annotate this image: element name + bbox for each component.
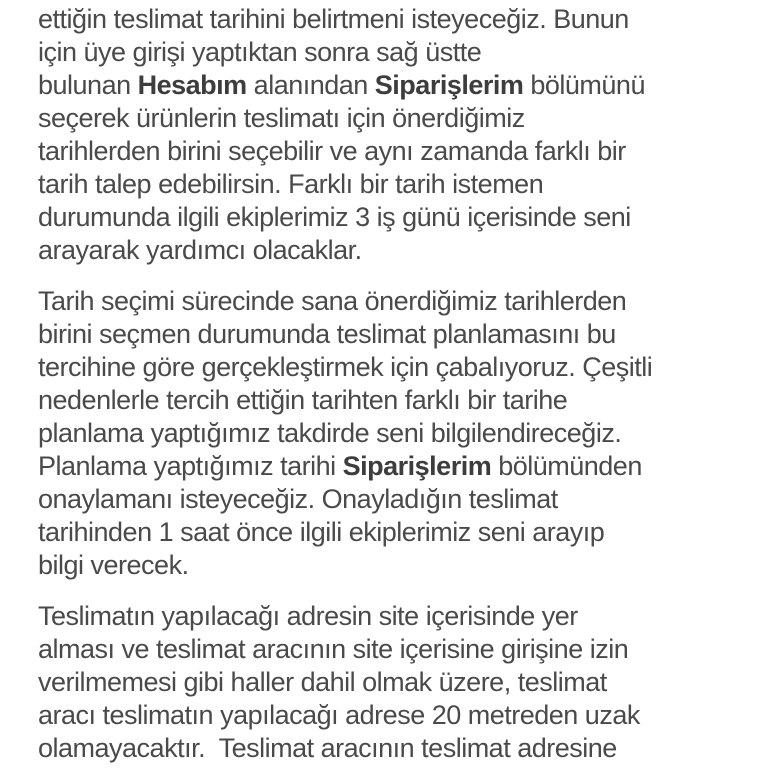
text-segment: tarihinden 1 saat önce ilgili ekiplerimiz seni arayıp bbox=[38, 517, 605, 547]
text-line bbox=[38, 351, 750, 384]
text-line bbox=[38, 69, 750, 102]
text-line bbox=[38, 384, 750, 417]
text-segment: birini seçmen durumunda teslimat planlamasını bu bbox=[38, 319, 616, 349]
text-line bbox=[38, 666, 750, 699]
text-segment: bölümünü bbox=[523, 70, 645, 100]
text-segment: onaylamanı isteyeceğiz. Onayladığın teslimat bbox=[38, 484, 558, 514]
text-line bbox=[38, 699, 750, 732]
text-segment: ettiğin teslimat tarihini belirtmeni isteyeceğiz. Bunun bbox=[38, 4, 629, 34]
text-segment: arayarak yardımcı olacaklar. bbox=[38, 235, 362, 265]
text-line bbox=[38, 36, 750, 69]
article-text bbox=[38, 3, 750, 765]
text-segment: verilmemesi gibi haller dahil olmak üzere, teslimat bbox=[38, 667, 607, 697]
text-segment: aracı teslimatın yapılacağı adrese 20 metreden uzak bbox=[38, 700, 640, 730]
text-segment: durumunda ilgili ekiplerimiz 3 iş günü içerisinde seni bbox=[38, 202, 631, 232]
text-segment: Tarih seçimi sürecinde sana önerdiğimiz tarihlerden bbox=[38, 286, 627, 316]
text-segment: Teslimatın yapılacağı adresin site içerisinde yer bbox=[38, 601, 578, 631]
text-line bbox=[38, 168, 750, 201]
text-segment: tarih talep edebilirsin. Farklı bir tarih istemen bbox=[38, 169, 544, 199]
text-segment: tercihine göre gerçekleştirmek için çabalıyoruz. Çeşitli bbox=[38, 352, 653, 382]
text-line bbox=[38, 549, 750, 582]
text-line bbox=[38, 3, 750, 36]
text-segment: bilgi verecek. bbox=[38, 550, 189, 580]
text-line bbox=[38, 732, 750, 765]
paragraph-1 bbox=[38, 3, 750, 267]
paragraph-3 bbox=[38, 600, 750, 765]
bold-term: Hesabım bbox=[137, 70, 247, 100]
text-segment: için üye girişi yaptıktan sonra sağ üstte bbox=[38, 37, 482, 67]
text-segment: planlama yaptığımız takdirde seni bilgilendireceğiz. bbox=[38, 418, 622, 448]
text-segment: alanından bbox=[246, 70, 375, 100]
text-line bbox=[38, 135, 750, 168]
text-line bbox=[38, 417, 750, 450]
text-line bbox=[38, 285, 750, 318]
paragraph-2 bbox=[38, 285, 750, 582]
text-line bbox=[38, 633, 750, 666]
text-line bbox=[38, 483, 750, 516]
text-line bbox=[38, 318, 750, 351]
text-line bbox=[38, 234, 750, 267]
text-line bbox=[38, 600, 750, 633]
text-line bbox=[38, 102, 750, 135]
bold-term: Siparişlerim bbox=[374, 70, 524, 100]
text-line bbox=[38, 516, 750, 549]
text-segment: alması ve teslimat aracının site içerisine girişine izin bbox=[38, 634, 629, 664]
text-segment: seçerek ürünlerin teslimatı için önerdiğimiz bbox=[38, 103, 525, 133]
text-line bbox=[38, 450, 750, 483]
text-segment: bulunan bbox=[38, 70, 138, 100]
text-segment: bölümünden bbox=[491, 451, 642, 481]
text-segment: Planlama yaptığımız tarihi bbox=[38, 451, 343, 481]
bold-term: Siparişlerim bbox=[342, 451, 492, 481]
text-segment: olamayacaktır. Teslimat aracının teslimat adresine bbox=[38, 733, 617, 763]
text-segment: nedenlerle tercih ettiğin tarihten farklı bir tarihe bbox=[38, 385, 568, 415]
text-segment: tarihlerden birini seçebilir ve aynı zamanda farklı bir bbox=[38, 136, 626, 166]
text-line bbox=[38, 201, 750, 234]
